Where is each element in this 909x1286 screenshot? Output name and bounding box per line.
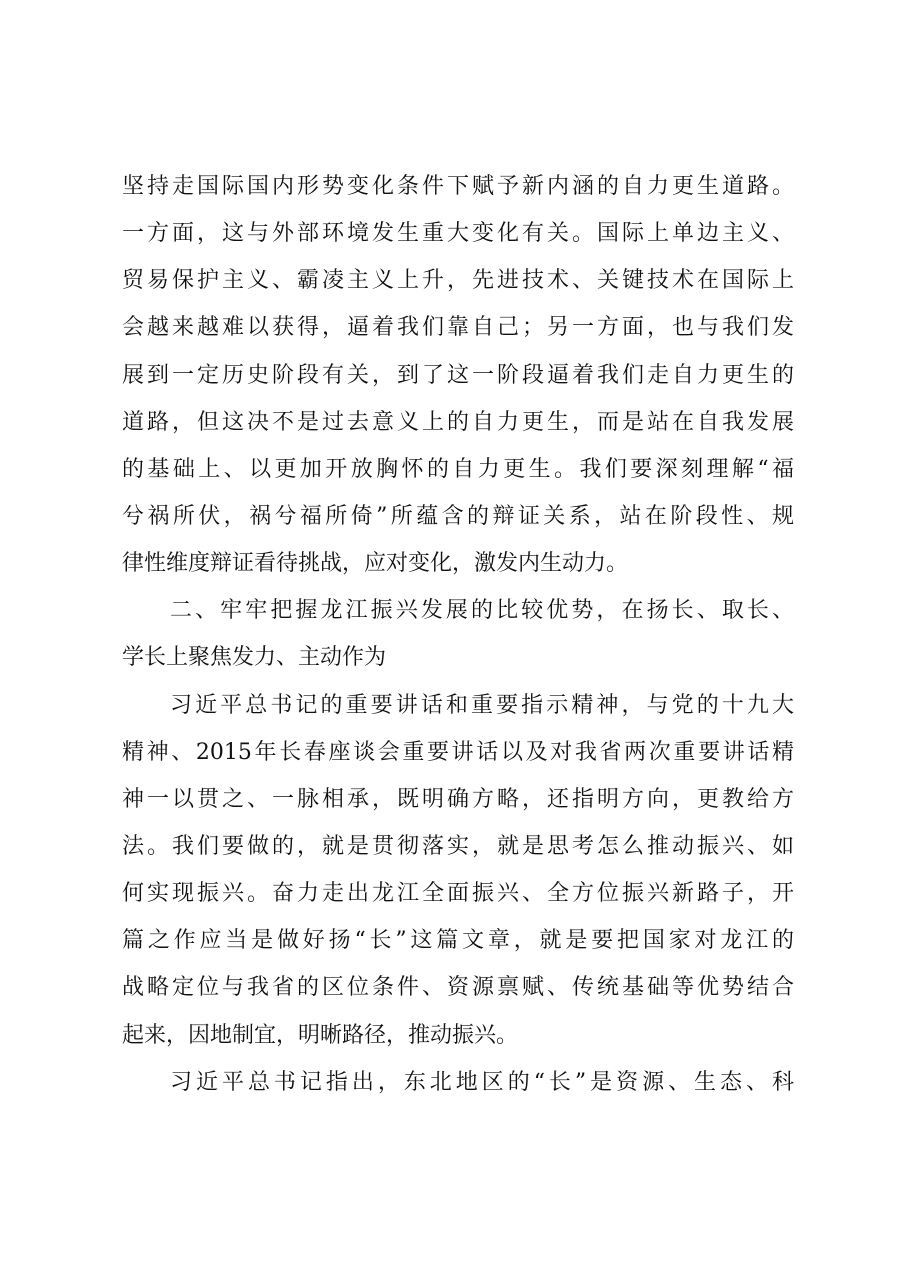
section-heading-line: 二、牢牢把握龙江振兴发展的比较优势，在扬长、取长、 [170, 598, 794, 624]
text-line: 兮祸所伏，祸兮福所倚”所蕴含的辩证关系，站在阶段性、规 [122, 503, 794, 529]
text-line: 精神、2015年长春座谈会重要讲话以及对我省两次重要讲话精 [122, 739, 794, 765]
text-line: 习近平总书记指出，东北地区的“长”是资源、生态、科 [170, 1069, 794, 1095]
text-line: 何实现振兴。奋力走出龙江全面振兴、全方位振兴新路子，开 [122, 881, 794, 907]
text-line: 贸易保护主义、霸凌主义上升，先进技术、关键技术在国际上 [122, 268, 794, 294]
text-line: 战略定位与我省的区位条件、资源禀赋、传统基础等优势结合 [122, 975, 794, 1001]
text-line: 神一以贯之、一脉相承，既明确方略，还指明方向，更教给方 [122, 786, 794, 812]
text-line: 坚持走国际国内形势变化条件下赋予新内涵的自力更生道路。 [122, 174, 794, 199]
text-line: 法。我们要做的，就是贯彻落实，就是思考怎么推动振兴、如 [122, 833, 794, 859]
text-line: 展到一定历史阶段有关，到了这一阶段逼着我们走自力更生的 [122, 362, 794, 388]
text-line: 律性维度辩证看待挑战，应对变化，激发内生动力。 [122, 551, 629, 577]
document-body [122, 163, 794, 1106]
text-line: 一方面，这与外部环境发生重大变化有关。国际上单边主义、 [122, 221, 794, 247]
text-line: 的基础上、以更加开放胸怀的自力更生。我们要深刻理解“福 [122, 456, 794, 482]
text-line: 习近平总书记的重要讲话和重要指示精神，与党的十九大 [170, 692, 794, 718]
text-line: 篇之作应当是做好扬“长”这篇文章，就是要把国家对龙江的 [122, 928, 794, 954]
text-line: 道路，但这决不是过去意义上的自力更生，而是站在自我发展 [122, 409, 794, 435]
text-line: 会越来越难以获得，逼着我们靠自己；另一方面，也与我们发 [122, 315, 794, 341]
text-line: 起来，因地制宜，明晰路径，推动振兴。 [122, 1022, 519, 1048]
section-heading-line: 学长上聚焦发力、主动作为 [122, 645, 387, 671]
